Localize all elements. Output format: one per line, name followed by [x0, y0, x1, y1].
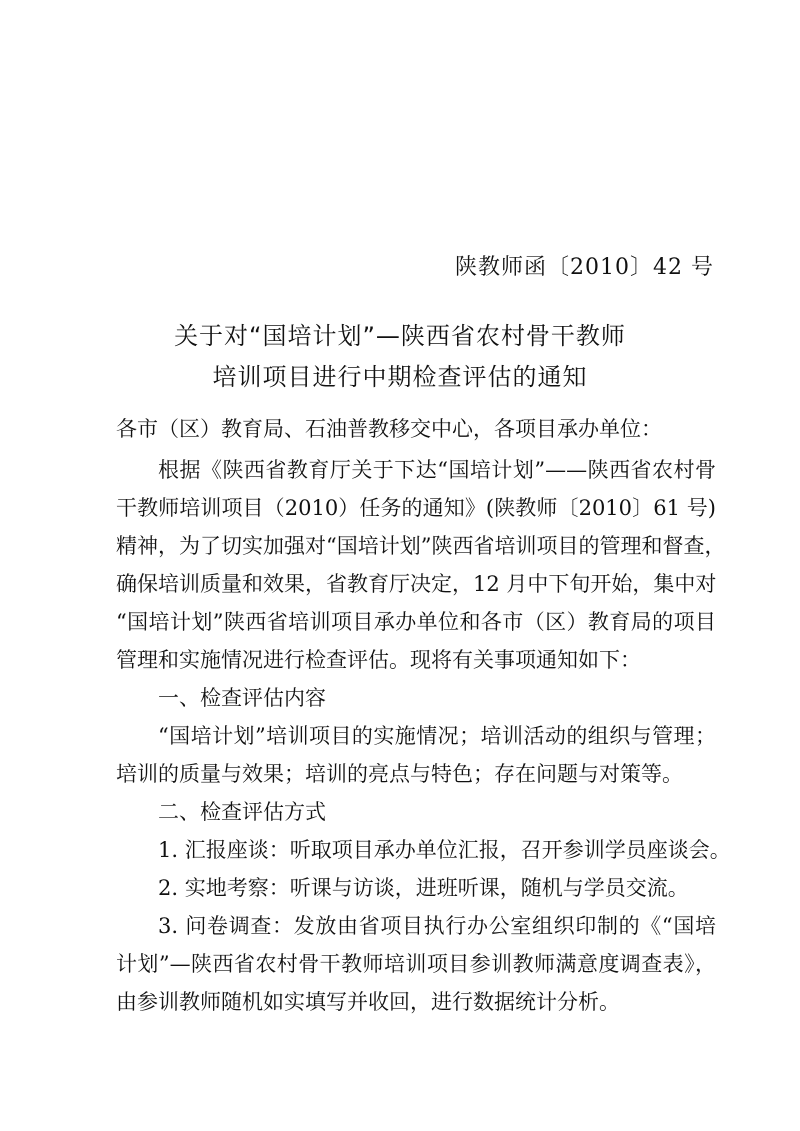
method-item-1: 1. 汇报座谈：听取项目承办单位汇报，召开参训学员座谈会。 [158, 838, 731, 862]
section-heading-1: 一、检查评估内容 [158, 686, 326, 710]
paragraph-1-line-3: 精神，为了切实加强对“国培计划”陕西省培训项目的管理和督查， [116, 534, 726, 558]
paragraph-1-line-2: 干教师培训项目（2010）任务的通知》(陕教师〔2010〕61 号) [116, 496, 716, 520]
document-title-line-1: 关于对“国培计划”—陕西省农村骨干教师 [174, 322, 626, 350]
method-item-3-line-2: 计划”—陕西省农村骨干教师培训项目参训教师满意度调查表》， [116, 952, 716, 976]
document-title-line-2: 培训项目进行中期检查评估的通知 [212, 363, 588, 391]
paragraph-1-line-6: 管理和实施情况进行检查评估。现将有关事项通知如下： [116, 648, 641, 672]
method-item-3-line-1: 3. 问卷调查：发放由省项目执行办公室组织印制的《“国培 [158, 914, 716, 938]
method-item-2: 2. 实地考察：听课与访谈，进班听课，随机与学员交流。 [158, 876, 689, 900]
method-item-3-line-3: 由参训教师随机如实填写并收回，进行数据统计分析。 [116, 990, 620, 1014]
paragraph-1-line-4: 确保培训质量和效果，省教育厅决定，12 月中下旬开始，集中对 [116, 572, 717, 596]
document-number: 陕教师函〔2010〕42 号 [455, 255, 714, 280]
paragraph-1-line-1: 根据《陕西省教育厅关于下达“国培计划”——陕西省农村骨 [158, 458, 716, 482]
section-1-line-1: “国培计划”培训项目的实施情况；培训活动的组织与管理； [158, 724, 716, 748]
salutation: 各市（区）教育局、石油普教移交中心，各项目承办单位： [116, 417, 662, 441]
paragraph-1-line-5: “国培计划”陕西省培训项目承办单位和各市（区）教育局的项目 [116, 610, 716, 634]
section-heading-2: 二、检查评估方式 [158, 800, 326, 824]
section-1-line-2: 培训的质量与效果；培训的亮点与特色；存在问题与对策等。 [116, 762, 683, 786]
